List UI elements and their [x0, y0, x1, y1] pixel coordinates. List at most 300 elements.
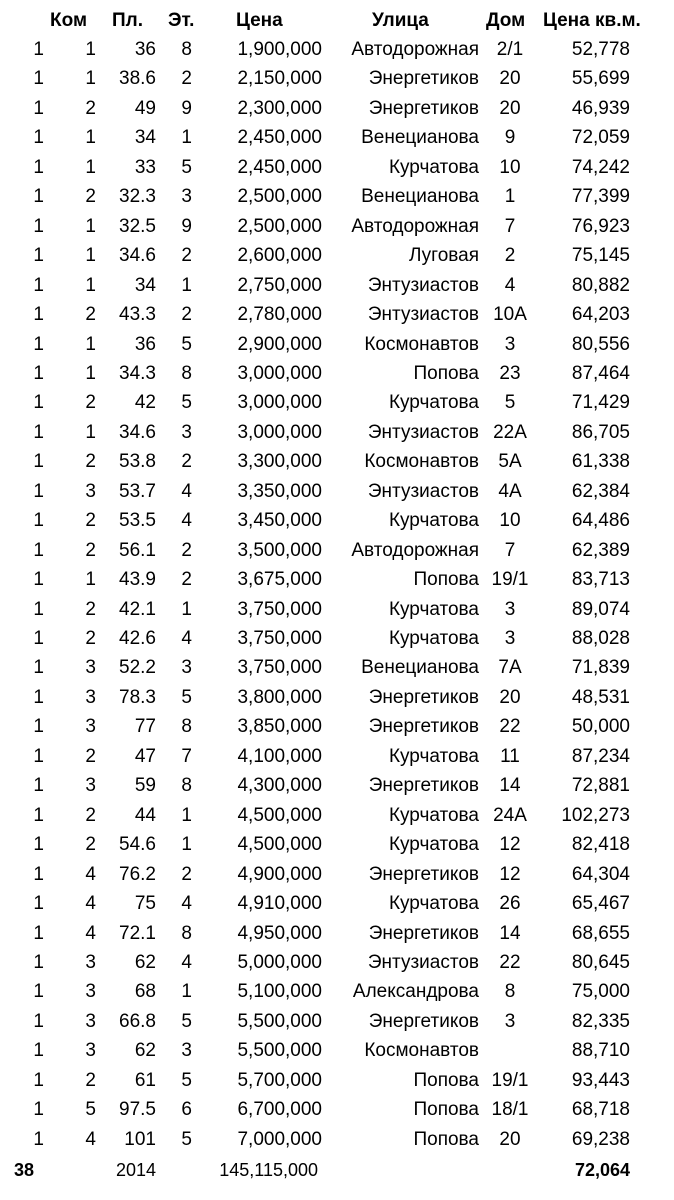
- cell-area: 97.5: [119, 1099, 156, 1120]
- cell-count: 1: [33, 923, 44, 944]
- cell-price-per-sqm: 65,467: [571, 893, 630, 914]
- cell-price-per-sqm: 82,418: [571, 834, 630, 855]
- cell-area: 36: [134, 39, 156, 60]
- cell-street: Попова: [413, 569, 479, 590]
- cell-price-per-sqm: 93,443: [571, 1070, 630, 1091]
- cell-area: 66.8: [119, 1011, 156, 1032]
- cell-street: Энергетиков: [368, 68, 479, 89]
- table-row: [0, 64, 674, 93]
- table-row: [0, 653, 674, 682]
- table-row: [0, 712, 674, 741]
- cell-rooms: 3: [85, 775, 96, 796]
- cell-count: 1: [33, 952, 44, 973]
- cell-house: 20: [499, 1129, 521, 1150]
- table-row: [0, 123, 674, 152]
- cell-house: 2: [504, 245, 516, 266]
- table-row: [0, 948, 674, 977]
- header-area: Пл.: [112, 10, 144, 31]
- cell-street: Курчатова: [388, 746, 479, 767]
- cell-area: 42.6: [119, 628, 156, 649]
- cell-area: 43.3: [119, 304, 156, 325]
- cell-rooms: 4: [85, 893, 96, 914]
- cell-street: Энтузиастов: [367, 481, 479, 502]
- cell-floor: 1: [181, 981, 192, 1002]
- cell-price-per-sqm: 69,238: [571, 1129, 630, 1150]
- cell-floor: 3: [181, 422, 192, 443]
- cell-rooms: 1: [85, 127, 96, 148]
- cell-price-per-sqm: 68,718: [571, 1099, 630, 1120]
- cell-price-per-sqm: 72,059: [571, 127, 630, 148]
- cell-house: 22: [499, 952, 521, 973]
- cell-price-per-sqm: 52,778: [571, 39, 630, 60]
- cell-floor: 3: [181, 1040, 192, 1061]
- cell-area: 78.3: [119, 687, 156, 708]
- cell-house: 5А: [498, 451, 522, 472]
- cell-price: 2,750,000: [237, 275, 322, 296]
- cell-floor: 4: [181, 510, 192, 531]
- cell-rooms: 1: [85, 216, 96, 237]
- header-street: Улица: [372, 10, 429, 31]
- table-row: [0, 35, 674, 64]
- table-row: [0, 271, 674, 300]
- cell-rooms: 4: [85, 923, 96, 944]
- cell-area: 101: [124, 1129, 156, 1150]
- cell-price-per-sqm: 77,399: [571, 186, 630, 207]
- cell-area: 62: [134, 1040, 156, 1061]
- cell-rooms: 1: [85, 569, 96, 590]
- cell-price-per-sqm: 80,645: [571, 952, 630, 973]
- cell-floor: 2: [181, 569, 192, 590]
- table-row: [0, 182, 674, 211]
- cell-price-per-sqm: 80,882: [571, 275, 630, 296]
- cell-area: 76.2: [119, 864, 156, 885]
- cell-street: Курчатова: [388, 805, 479, 826]
- cell-price-per-sqm: 80,556: [571, 334, 630, 355]
- cell-house: 3: [504, 599, 516, 620]
- cell-house: 4А: [498, 481, 522, 502]
- cell-price-per-sqm: 64,203: [571, 304, 630, 325]
- cell-street: Курчатова: [388, 628, 479, 649]
- cell-count: 1: [33, 834, 44, 855]
- cell-count: 1: [33, 510, 44, 531]
- cell-price: 3,450,000: [237, 510, 322, 531]
- cell-count: 1: [33, 981, 44, 1002]
- cell-house: 20: [499, 68, 521, 89]
- cell-area: 43.9: [119, 569, 156, 590]
- cell-floor: 1: [181, 275, 192, 296]
- cell-area: 42: [134, 392, 156, 413]
- cell-rooms: 2: [85, 628, 96, 649]
- cell-area: 56.1: [119, 540, 156, 561]
- cell-rooms: 1: [85, 275, 96, 296]
- cell-street: Автодорожная: [351, 39, 479, 60]
- cell-street: Курчатова: [388, 834, 479, 855]
- cell-rooms: 2: [85, 599, 96, 620]
- cell-floor: 8: [181, 775, 192, 796]
- cell-price-per-sqm: 74,242: [571, 157, 630, 178]
- cell-house: 22: [499, 716, 521, 737]
- cell-area: 32.3: [119, 186, 156, 207]
- cell-count: 1: [33, 1099, 44, 1120]
- cell-area: 36: [134, 334, 156, 355]
- cell-street: Энергетиков: [368, 1011, 479, 1032]
- cell-rooms: 3: [85, 481, 96, 502]
- cell-count: 1: [33, 687, 44, 708]
- cell-count: 1: [33, 186, 44, 207]
- cell-count: 1: [33, 1011, 44, 1032]
- cell-street: Курчатова: [388, 392, 479, 413]
- cell-street: Космонавтов: [364, 334, 479, 355]
- cell-rooms: 3: [85, 716, 96, 737]
- cell-street: Энергетиков: [368, 923, 479, 944]
- cell-area: 61: [134, 1070, 156, 1091]
- cell-area: 44: [134, 805, 156, 826]
- cell-count: 1: [33, 481, 44, 502]
- cell-floor: 8: [181, 363, 192, 384]
- cell-street: Энергетиков: [368, 687, 479, 708]
- cell-street: Энергетиков: [368, 864, 479, 885]
- cell-price-per-sqm: 64,486: [571, 510, 630, 531]
- cell-price: 2,780,000: [237, 304, 322, 325]
- table-row: [0, 1036, 674, 1065]
- cell-floor: 2: [181, 304, 192, 325]
- cell-count: 1: [33, 716, 44, 737]
- cell-street: Автодорожная: [351, 540, 479, 561]
- cell-count: 1: [33, 1040, 44, 1061]
- cell-rooms: 2: [85, 451, 96, 472]
- cell-area: 77: [134, 716, 156, 737]
- cell-area: 54.6: [119, 834, 156, 855]
- cell-price-per-sqm: 72,881: [571, 775, 630, 796]
- cell-count: 1: [33, 304, 44, 325]
- cell-house: 7А: [498, 657, 522, 678]
- cell-count: 1: [33, 363, 44, 384]
- cell-rooms: 2: [85, 392, 96, 413]
- cell-street: Попова: [413, 1099, 479, 1120]
- table-row: [0, 359, 674, 388]
- totals-row: [0, 1156, 674, 1185]
- cell-floor: 5: [181, 334, 192, 355]
- table-row: [0, 388, 674, 417]
- cell-house: 3: [504, 334, 516, 355]
- cell-area: 49: [134, 98, 156, 119]
- cell-street: Венецианова: [361, 657, 479, 678]
- cell-floor: 9: [181, 98, 192, 119]
- cell-count: 1: [33, 157, 44, 178]
- cell-street: Попова: [413, 1129, 479, 1150]
- cell-floor: 5: [181, 1011, 192, 1032]
- cell-count: 1: [33, 127, 44, 148]
- header-floor: Эт.: [168, 10, 195, 31]
- cell-street: Курчатова: [388, 599, 479, 620]
- cell-area: 42.1: [119, 599, 156, 620]
- table-row: [0, 801, 674, 830]
- cell-price-per-sqm: 46,939: [571, 98, 630, 119]
- cell-floor: 7: [181, 746, 192, 767]
- cell-rooms: 2: [85, 746, 96, 767]
- cell-street: Энтузиастов: [367, 304, 479, 325]
- cell-price-per-sqm: 75,145: [571, 245, 630, 266]
- cell-rooms: 1: [85, 39, 96, 60]
- cell-price: 5,700,000: [237, 1070, 322, 1091]
- cell-count: 1: [33, 569, 44, 590]
- cell-price-per-sqm: 75,000: [571, 981, 630, 1002]
- cell-price: 3,850,000: [237, 716, 322, 737]
- cell-price: 3,750,000: [237, 657, 322, 678]
- cell-floor: 4: [181, 481, 192, 502]
- cell-rooms: 4: [85, 864, 96, 885]
- total-area: 2014: [115, 1160, 156, 1180]
- table-row: [0, 153, 674, 182]
- cell-price-per-sqm: 87,464: [571, 363, 630, 384]
- cell-price-per-sqm: 68,655: [571, 923, 630, 944]
- cell-price: 6,700,000: [237, 1099, 322, 1120]
- cell-house: 26: [499, 893, 521, 914]
- cell-area: 34.6: [119, 422, 156, 443]
- cell-floor: 4: [181, 952, 192, 973]
- cell-house: 10: [499, 157, 521, 178]
- cell-price: 3,350,000: [237, 481, 322, 502]
- table-row: [0, 94, 674, 123]
- cell-count: 1: [33, 392, 44, 413]
- cell-rooms: 2: [85, 540, 96, 561]
- cell-price-per-sqm: 89,074: [571, 599, 630, 620]
- cell-count: 1: [33, 39, 44, 60]
- cell-house: 19/1: [491, 1070, 529, 1091]
- cell-price-per-sqm: 50,000: [571, 716, 630, 737]
- cell-price-per-sqm: 88,710: [571, 1040, 630, 1061]
- table-row: [0, 212, 674, 241]
- cell-area: 59: [134, 775, 156, 796]
- cell-price-per-sqm: 86,705: [571, 422, 630, 443]
- cell-price: 3,675,000: [237, 569, 322, 590]
- cell-price-per-sqm: 82,335: [571, 1011, 630, 1032]
- cell-rooms: 2: [85, 510, 96, 531]
- cell-rooms: 2: [85, 1070, 96, 1091]
- cell-count: 1: [33, 864, 44, 885]
- cell-price: 5,500,000: [237, 1011, 322, 1032]
- cell-area: 68: [134, 981, 156, 1002]
- cell-price: 4,950,000: [237, 923, 322, 944]
- cell-house: 10: [499, 510, 521, 531]
- cell-house: 11: [500, 746, 520, 767]
- cell-price: 3,750,000: [237, 599, 322, 620]
- cell-house: 3: [504, 1011, 516, 1032]
- cell-price: 4,100,000: [237, 746, 322, 767]
- table-row: [0, 300, 674, 329]
- cell-rooms: 5: [85, 1099, 96, 1120]
- cell-price-per-sqm: 62,384: [571, 481, 630, 502]
- table-row: [0, 624, 674, 653]
- cell-street: Луговая: [409, 245, 479, 266]
- cell-count: 1: [33, 334, 44, 355]
- table-row: [0, 771, 674, 800]
- table-row: [0, 241, 674, 270]
- cell-area: 34.6: [119, 245, 156, 266]
- cell-floor: 1: [181, 834, 192, 855]
- table-row: [0, 683, 674, 712]
- table-row: [0, 595, 674, 624]
- cell-house: [479, 1036, 541, 1065]
- cell-floor: 1: [181, 127, 192, 148]
- cell-rooms: 3: [85, 1040, 96, 1061]
- cell-price: 5,500,000: [237, 1040, 322, 1061]
- cell-street: Попова: [413, 1070, 479, 1091]
- cell-house: 7: [504, 216, 516, 237]
- cell-price: 3,500,000: [237, 540, 322, 561]
- cell-floor: 8: [181, 923, 192, 944]
- cell-house: 3: [504, 628, 516, 649]
- cell-count: 1: [33, 599, 44, 620]
- total-price: 145,115,000: [219, 1160, 318, 1180]
- header-rooms: Ком: [50, 10, 88, 31]
- cell-floor: 6: [181, 1099, 192, 1120]
- cell-house: 20: [499, 687, 521, 708]
- cell-floor: 5: [181, 157, 192, 178]
- cell-house: 5: [504, 392, 516, 413]
- table-row: [0, 536, 674, 565]
- table-row: [0, 1095, 674, 1124]
- cell-price-per-sqm: 61,338: [571, 451, 630, 472]
- cell-area: 53.8: [119, 451, 156, 472]
- cell-price-per-sqm: 62,389: [571, 540, 630, 561]
- cell-rooms: 2: [85, 98, 96, 119]
- cell-price: 3,000,000: [237, 363, 322, 384]
- cell-price-per-sqm: 83,713: [571, 569, 630, 590]
- cell-street: Космонавтов: [364, 1040, 479, 1061]
- cell-street: Венецианова: [361, 186, 479, 207]
- cell-price: 4,500,000: [237, 834, 322, 855]
- cell-house: 22А: [493, 422, 527, 443]
- cell-floor: 9: [181, 216, 192, 237]
- cell-price: 4,300,000: [237, 775, 322, 796]
- cell-floor: 5: [181, 1129, 192, 1150]
- cell-count: 1: [33, 1070, 44, 1091]
- cell-price: 3,800,000: [237, 687, 322, 708]
- cell-floor: 4: [181, 893, 192, 914]
- cell-price: 4,500,000: [237, 805, 322, 826]
- cell-price-per-sqm: 64,304: [571, 864, 630, 885]
- average-price-per-sqm: 72,064: [574, 1160, 630, 1180]
- cell-street: Курчатова: [388, 893, 479, 914]
- cell-street: Курчатова: [388, 157, 479, 178]
- cell-floor: 1: [181, 805, 192, 826]
- cell-count: 1: [33, 746, 44, 767]
- cell-house: 4: [504, 275, 516, 296]
- cell-house: 9: [504, 127, 516, 148]
- cell-price-per-sqm: 88,028: [571, 628, 630, 649]
- cell-house: 12: [499, 834, 521, 855]
- cell-count: 1: [33, 451, 44, 472]
- cell-floor: 2: [181, 68, 192, 89]
- cell-area: 33: [134, 157, 156, 178]
- cell-price: 1,900,000: [237, 39, 322, 60]
- cell-floor: 8: [181, 716, 192, 737]
- cell-house: 2/1: [496, 39, 524, 60]
- cell-price-per-sqm: 87,234: [571, 746, 630, 767]
- cell-price-per-sqm: 76,923: [571, 216, 630, 237]
- cell-price-per-sqm: 71,429: [571, 392, 630, 413]
- cell-price: 2,500,000: [237, 186, 322, 207]
- cell-house: 24А: [493, 805, 527, 826]
- cell-area: 75: [134, 893, 156, 914]
- cell-price: 2,300,000: [237, 98, 322, 119]
- cell-floor: 4: [181, 628, 192, 649]
- cell-rooms: 1: [85, 334, 96, 355]
- cell-rooms: 2: [85, 805, 96, 826]
- cell-area: 53.7: [119, 481, 156, 502]
- cell-area: 34: [134, 127, 156, 148]
- table-row: [0, 919, 674, 948]
- cell-street: Энтузиастов: [367, 422, 479, 443]
- cell-house: 8: [504, 981, 516, 1002]
- cell-count: 1: [33, 68, 44, 89]
- cell-area: 53.5: [119, 510, 156, 531]
- cell-rooms: 1: [85, 157, 96, 178]
- header-house: Дом: [486, 10, 526, 31]
- cell-street: Курчатова: [388, 510, 479, 531]
- cell-price: 3,300,000: [237, 451, 322, 472]
- table-row: [0, 742, 674, 771]
- cell-house: 18/1: [491, 1099, 529, 1120]
- cell-floor: 2: [181, 245, 192, 266]
- cell-price-per-sqm: 102,273: [561, 805, 630, 826]
- table-row: [0, 330, 674, 359]
- cell-floor: 2: [181, 540, 192, 561]
- cell-count: 1: [33, 628, 44, 649]
- header-price-per-sqm: Цена кв.м.: [543, 10, 641, 31]
- cell-price: 4,910,000: [237, 893, 322, 914]
- cell-rooms: 3: [85, 952, 96, 973]
- cell-area: 72.1: [119, 923, 156, 944]
- cell-count: 1: [33, 893, 44, 914]
- cell-area: 34.3: [119, 363, 156, 384]
- cell-house: 10А: [493, 304, 527, 325]
- cell-price: 2,600,000: [237, 245, 322, 266]
- cell-street: Александрова: [352, 981, 479, 1002]
- cell-floor: 3: [181, 657, 192, 678]
- cell-price: 5,100,000: [237, 981, 322, 1002]
- cell-count: 1: [33, 657, 44, 678]
- cell-rooms: 2: [85, 834, 96, 855]
- cell-price-per-sqm: 55,699: [571, 68, 630, 89]
- cell-rooms: 1: [85, 422, 96, 443]
- table-row: [0, 889, 674, 918]
- cell-house: 19/1: [491, 569, 529, 590]
- cell-rooms: 2: [85, 304, 96, 325]
- cell-street: Космонавтов: [364, 451, 479, 472]
- cell-floor: 3: [181, 186, 192, 207]
- cell-street: Энергетиков: [368, 775, 479, 796]
- cell-area: 38.6: [119, 68, 156, 89]
- table-row: [0, 977, 674, 1006]
- table-row: [0, 830, 674, 859]
- cell-count: 1: [33, 1129, 44, 1150]
- cell-count: 1: [33, 275, 44, 296]
- table-row: [0, 1125, 674, 1154]
- cell-area: 62: [134, 952, 156, 973]
- cell-house: 12: [499, 864, 521, 885]
- cell-street: Энергетиков: [368, 98, 479, 119]
- cell-price: 2,900,000: [237, 334, 322, 355]
- cell-price-per-sqm: 71,839: [571, 657, 630, 678]
- cell-rooms: 3: [85, 1011, 96, 1032]
- cell-street: Венецианова: [361, 127, 479, 148]
- cell-price: 2,450,000: [237, 157, 322, 178]
- table-row: [0, 565, 674, 594]
- cell-count: 1: [33, 245, 44, 266]
- cell-price: 2,450,000: [237, 127, 322, 148]
